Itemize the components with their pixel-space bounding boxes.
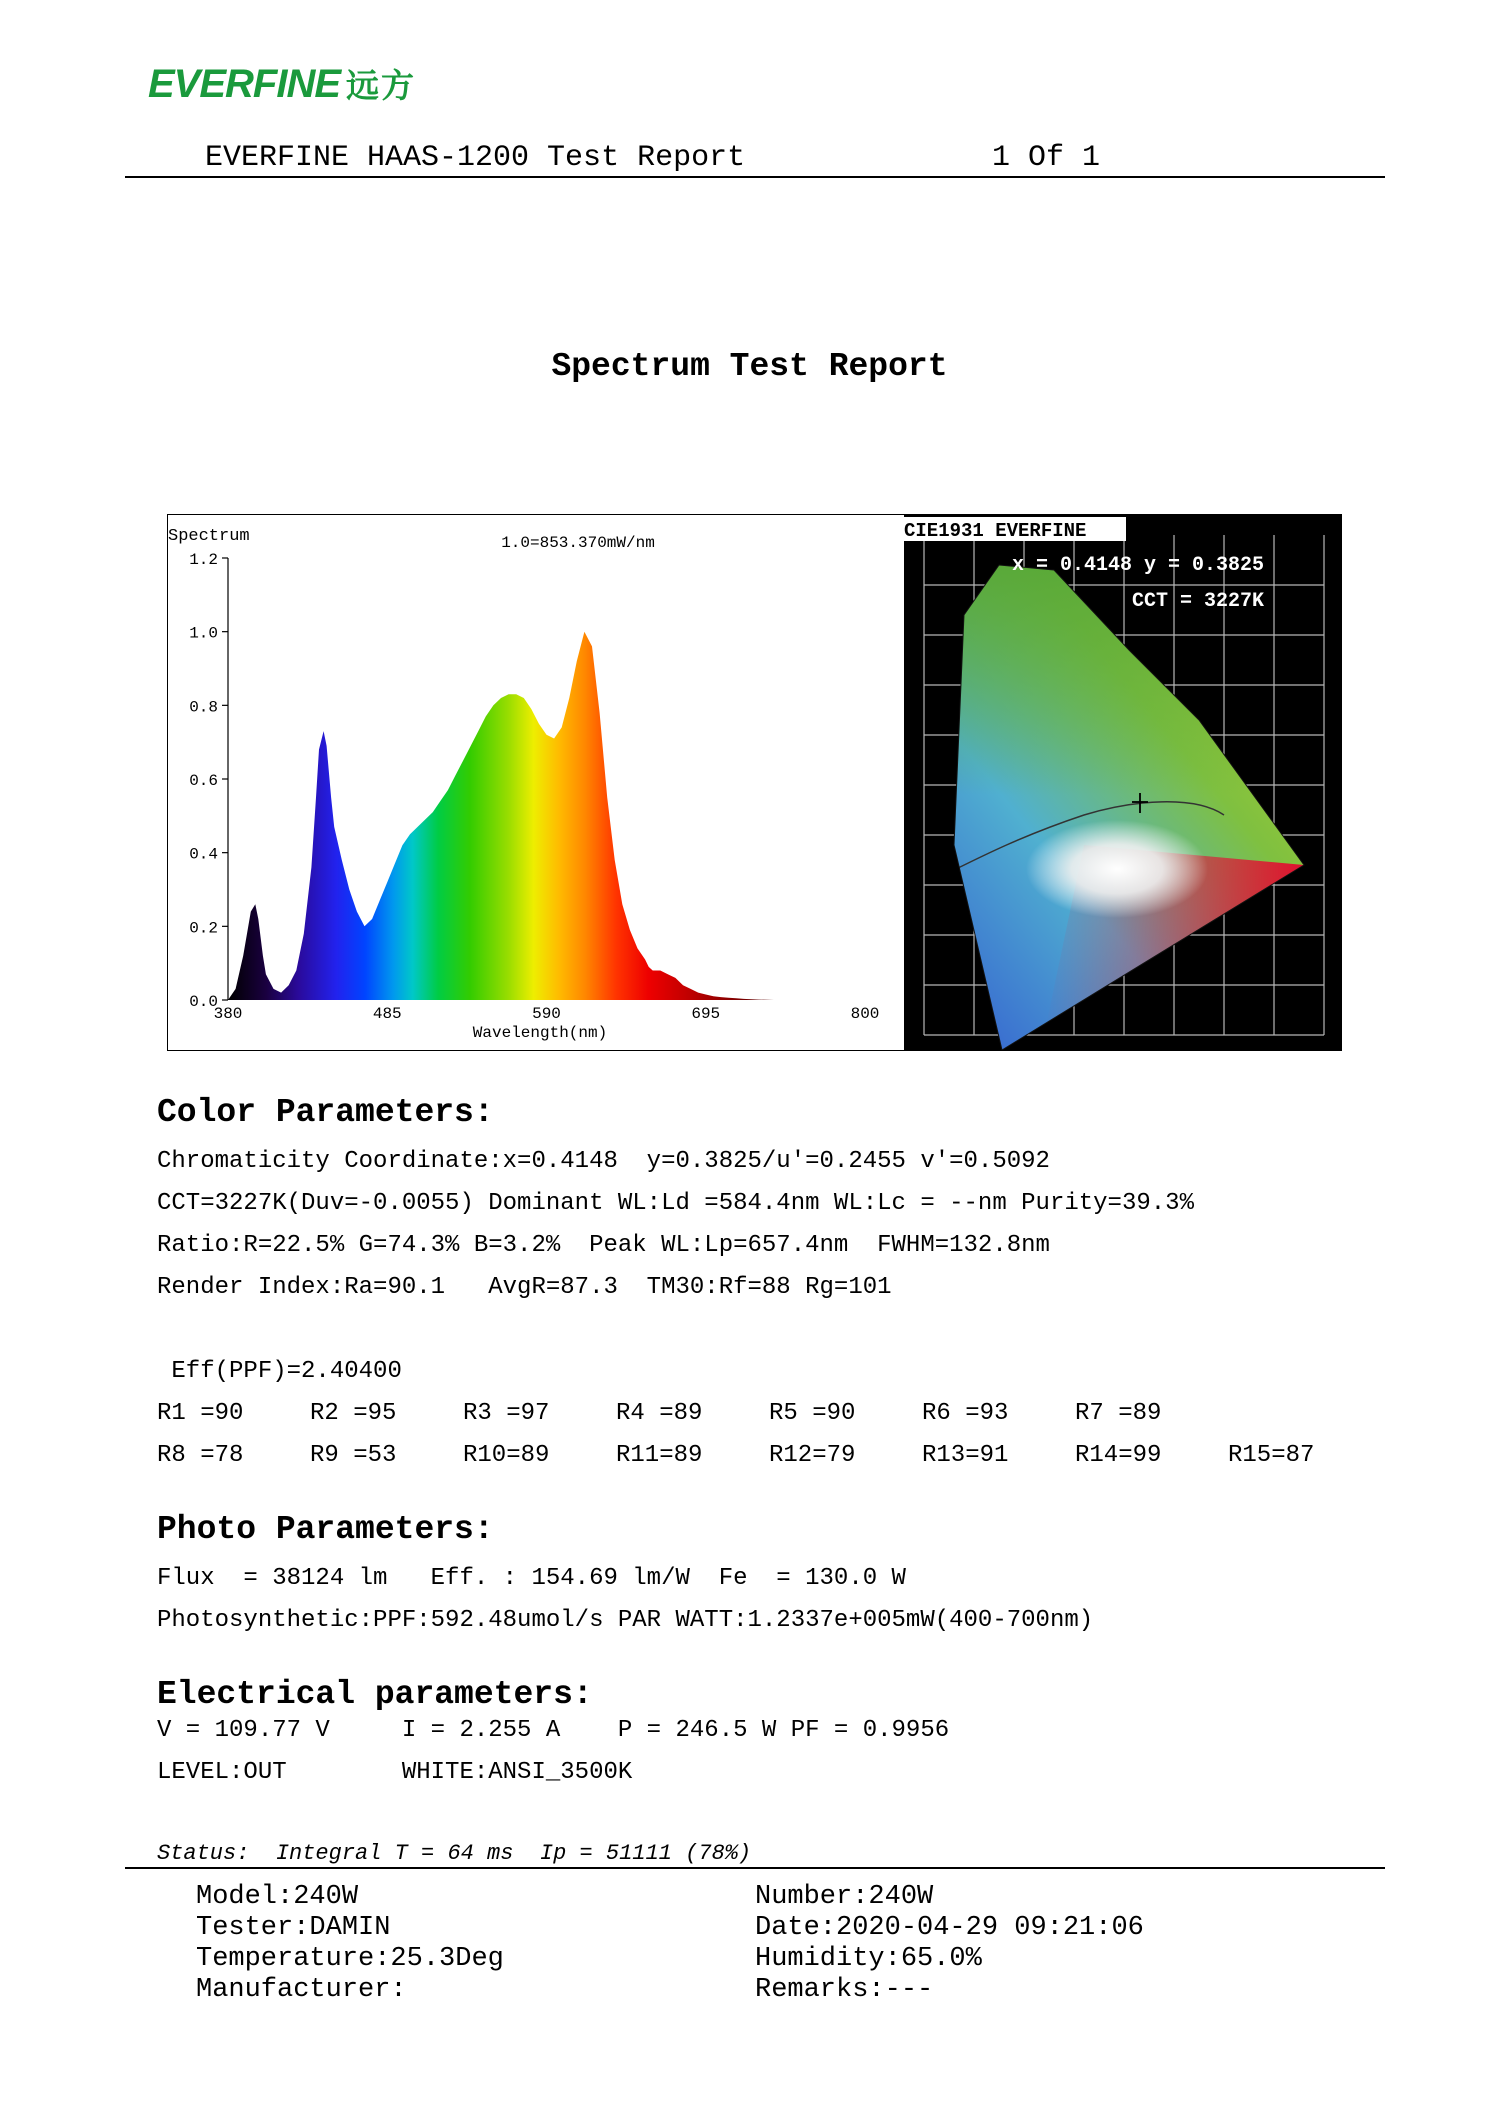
header-divider bbox=[125, 176, 1385, 178]
tester-field: Tester:DAMIN bbox=[196, 1913, 391, 1943]
electrical-parameters-heading: Electrical parameters: bbox=[157, 1676, 593, 1713]
photosynthetic-line: Photosynthetic:PPF:592.48umol/s PAR WATT:1.2337e+005mW(400-700nm) bbox=[157, 1607, 1094, 1634]
x-tick-label: 380 bbox=[213, 1005, 243, 1023]
chromaticity-line: Chromaticity Coordinate:x=0.4148 y=0.3825/u'=0.2455 v'=0.5092 bbox=[157, 1148, 1050, 1175]
spectrum-chart-title: Spectrum bbox=[168, 527, 250, 546]
y-tick-label: 0.0 bbox=[189, 993, 218, 1011]
y-axis bbox=[189, 551, 228, 1011]
footer-divider bbox=[125, 1867, 1385, 1869]
r-value: R14=99 bbox=[1075, 1442, 1162, 1469]
spectrum-x-axis-label: Wavelength(nm) bbox=[472, 1024, 608, 1042]
cie-chart bbox=[904, 515, 1341, 1050]
page-indicator: 1 Of 1 bbox=[992, 141, 1101, 175]
photo-parameters-heading: Photo Parameters: bbox=[157, 1511, 494, 1548]
logo-chinese-text: 远方 bbox=[346, 67, 417, 104]
status-line: Status: Integral T = 64 ms Ip = 51111 (78%) bbox=[157, 1841, 752, 1866]
spectrum-figure bbox=[167, 514, 1342, 1051]
spectrum-chart-subtitle: 1.0=853.370mW/nm bbox=[501, 534, 655, 552]
logo-text: EVERFINE bbox=[148, 62, 341, 106]
x-tick-label: 590 bbox=[532, 1005, 561, 1023]
r-value: R7 =89 bbox=[1075, 1400, 1162, 1427]
r-value: R12=79 bbox=[769, 1442, 856, 1469]
x-axis bbox=[214, 1005, 880, 1023]
report-name: EVERFINE HAAS-1200 Test Report bbox=[205, 141, 746, 175]
r-value: R1 =90 bbox=[157, 1400, 244, 1427]
spectrum-area bbox=[228, 632, 774, 1000]
level-line: LEVEL:OUT WHITE:ANSI_3500K bbox=[157, 1759, 633, 1786]
y-tick-label: 1.0 bbox=[189, 624, 218, 643]
r-value: R10=89 bbox=[463, 1442, 550, 1469]
manufacturer-field: Manufacturer: bbox=[196, 1975, 407, 2005]
cie-cct: CCT = 3227K bbox=[1132, 590, 1265, 613]
y-tick-label: 0.2 bbox=[189, 919, 218, 938]
date-field: Date:2020-04-29 09:21:06 bbox=[755, 1913, 1144, 1943]
y-tick-label: 0.4 bbox=[189, 845, 218, 864]
page-title: Spectrum Test Report bbox=[551, 348, 948, 385]
render-index-row-2 bbox=[157, 1442, 1381, 1469]
spectrum-chart bbox=[168, 515, 904, 1050]
x-tick-label: 800 bbox=[850, 1005, 880, 1023]
temperature-field: Temperature:25.3Deg bbox=[196, 1944, 504, 1974]
r-value: R8 =78 bbox=[157, 1442, 244, 1469]
cie-coordinates: x = 0.4148 y = 0.3825 bbox=[1012, 554, 1265, 577]
number-field: Number:240W bbox=[755, 1882, 934, 1912]
r-value: R15=87 bbox=[1228, 1442, 1315, 1469]
cct-line: CCT=3227K(Duv=-0.0055) Dominant WL:Ld =584.4nm WL:Lc = --nm Purity=39.3% bbox=[157, 1190, 1194, 1217]
r-value: R13=91 bbox=[922, 1442, 1009, 1469]
everfine-logo bbox=[148, 60, 416, 107]
r-value: R4 =89 bbox=[616, 1400, 703, 1427]
model-field: Model:240W bbox=[196, 1882, 359, 1912]
r-value: R5 =90 bbox=[769, 1400, 856, 1427]
r-value: R9 =53 bbox=[310, 1442, 397, 1469]
render-index-row-1 bbox=[157, 1400, 1228, 1427]
r-value: R2 =95 bbox=[310, 1400, 397, 1427]
humidity-field: Humidity:65.0% bbox=[755, 1944, 982, 1974]
flux-line: Flux = 38124 lm Eff. : 154.69 lm/W Fe = 130.0 W bbox=[157, 1565, 906, 1592]
render-index-line: Render Index:Ra=90.1 AvgR=87.3 TM30:Rf=88 Rg=101 bbox=[157, 1274, 892, 1301]
cie-title: CIE1931 EVERFINE bbox=[904, 520, 1087, 542]
ratio-line: Ratio:R=22.5% G=74.3% B=3.2% Peak WL:Lp=657.4nm FWHM=132.8nm bbox=[157, 1232, 1050, 1259]
remarks-field: Remarks:--- bbox=[755, 1975, 934, 2005]
y-tick-label: 0.6 bbox=[189, 772, 218, 790]
eff-ppf-line: Eff(PPF)=2.40400 bbox=[157, 1358, 402, 1385]
r-value: R11=89 bbox=[616, 1442, 703, 1469]
x-tick-label: 695 bbox=[691, 1005, 721, 1023]
y-tick-label: 0.8 bbox=[189, 698, 218, 717]
electrical-line: V = 109.77 V I = 2.255 A P = 246.5 W PF = 0.9956 bbox=[157, 1717, 950, 1744]
x-tick-label: 485 bbox=[372, 1005, 402, 1023]
r-value: R6 =93 bbox=[922, 1400, 1009, 1427]
r-value: R3 =97 bbox=[463, 1400, 550, 1427]
y-tick-label: 1.2 bbox=[189, 551, 218, 569]
color-parameters-heading: Color Parameters: bbox=[157, 1094, 494, 1131]
